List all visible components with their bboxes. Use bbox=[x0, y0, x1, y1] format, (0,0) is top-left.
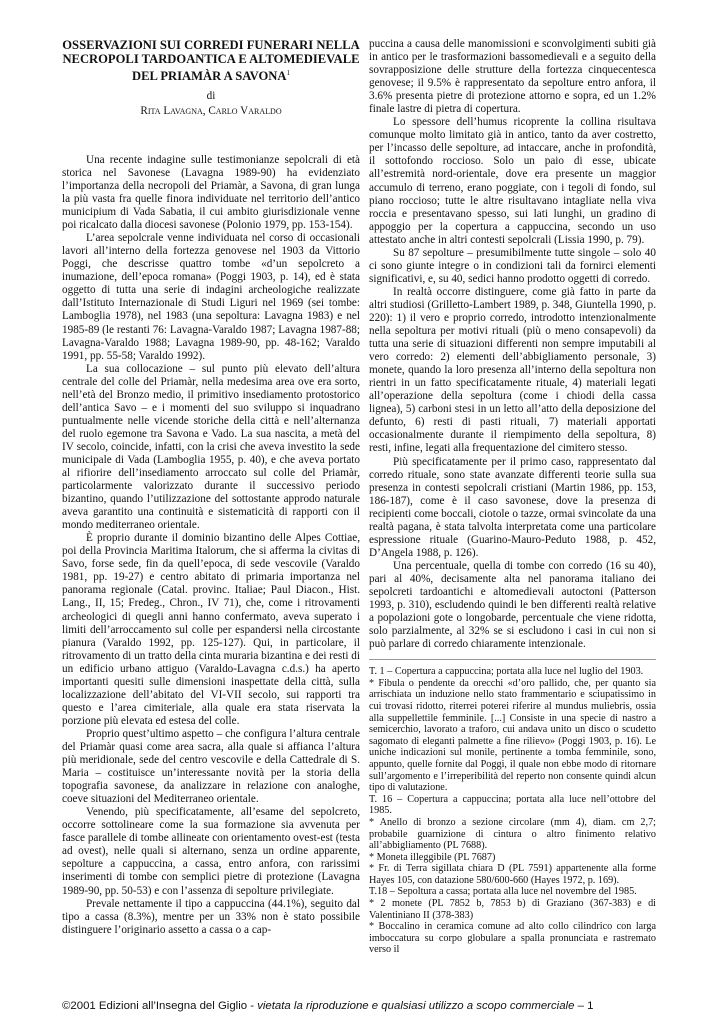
footer-copyright: ©2001 Edizioni all’Insegna del Giglio - bbox=[62, 1000, 255, 1012]
article-title bbox=[62, 38, 360, 84]
article-title-text: OSSERVAZIONI SUI CORREDI FUNERARI NELLA NECROPOLI TARDOANTICA E ALTOMEDIEVALE DEL PRIAMÀR A SAVONA bbox=[62, 38, 360, 84]
note-entry: * Boccalino in ceramica comune ad alto collo cilindrico con larga imboccatura su corpo globulare a spalla pronunciata e rastremato verso il bbox=[369, 921, 656, 956]
catalog-notes bbox=[369, 659, 656, 956]
paragraph: Prevale nettamente il tipo a cappuccina (44.1%), seguito dal tipo a cassa (8.3%), mentre per un 33% non è stato possibile distinguere l’originario assetto a cassa o a cap- bbox=[62, 897, 360, 936]
note-entry: * Fibula o pendente da orecchi «d’oro pallido, che, per quanto sia arrischiata un induzione nello stato frammentario e sciupatissimo in cui trovasi ridotto, riterrei poterei riferire al mundus muliebris, ossia alla suppellettile femminile. [...] Consiste in una specie di nastro a semicerchio, lavorato a traforo, cui andava unito un disco o scudetto sagomato di eleganti palmette a fine rilievo» (Poggi 1903, p. 16). Le uniche indicazioni sul monile, pertinente a tomba femminile, sono, appunto, quelle fornite dal Poggi, il quale non ebbe modo di ritornare sull’argomento e l’irreperibilità del reperto non consente quindi alcun tipo di valutazione. bbox=[369, 677, 656, 794]
paragraph: Più specificatamente per il primo caso, rappresentato dal corredo rituale, sono state avanzate differenti teorie sulla sua presenza in contesti sepolcrali cristiani (Martin 1986, pp. 153, 186-187), come è il caso savonese, dove la presenza di recipienti come boccali, ciotole o tazze, ormai svincolate da una realtà pagana, è stata talvolta interpretata come una particolare espressione rituale (Guarino-Mauro-Peduto 1988, p. 452, D’Angela 1988, p. 126). bbox=[369, 455, 656, 559]
paragraph: puccina a causa delle manomissioni e sconvolgimenti subiti già in antico per le trasformazioni bassomedievali e a seguito della sovrapposizione delle strutture della fortezza cinquecentesca genovese; il 9.5% è rappresentato da sepolture entro anfora, il 3.6% presenta pietre di protezione attorno e sopra, ed un 1.2% finale lastre di pietra di copertura. bbox=[369, 38, 656, 116]
left-column bbox=[62, 38, 360, 937]
page-number: – 1 bbox=[577, 1000, 594, 1012]
note-entry: * Anello di bronzo a sezione circolare (mm 4), diam. cm 2,7; probabile guarnizione di cintura o altro finimento relativo all’abbigliamento (PL 7688). bbox=[369, 816, 656, 852]
right-column bbox=[369, 38, 656, 956]
authors: Rita Lavagna, Carlo Varaldo bbox=[140, 104, 282, 117]
note-entry: * 2 monete (PL 7852 b, 7853 b) di Graziano (367-383) e di Valentiniano II (378-383) bbox=[369, 898, 656, 921]
by-line: di bbox=[206, 89, 216, 102]
title-footnote-ref: 1 bbox=[286, 69, 290, 78]
paragraph: Venendo, più specificatamente, all’esame del sepolcreto, occorre sottolineare come la sua formazione sia avvenuta per fasce parallele di tombe allineate con orientamento ovest-est (testa ad ovest), nelle quali si alternano, senza un ordine apparente, sepolture a cappuccina, a cassa, entro anfora, con rarissimi inserimenti di tombe con semplici pietre di protezione (Lavagna 1989-90, pp. 50-53) e con l’assenza di sepolture privilegiate. bbox=[62, 806, 360, 897]
paragraph: L’area sepolcrale venne individuata nel corso di occasionali lavori all’interno della fortezza genovese nel 1903 da Vittorio Poggi, che descrisse quattro tombe «d’un sepolcreto a inumazione, dell’epoca romana» (Poggi 1903, p. 14), ed è stata oggetto di tutta una serie di indagini archeologiche realizzate dall’Istituto Internazionale di Studi Liguri nel 1969 (sei tombe: Lamboglia 1978), nel 1983 (una sepoltura: Lavagna 1983) e nel 1985-89 (le restanti 76: Lavagna-Varaldo 1987; Lavagna 1987-88; Lavagna-Varaldo 1988; Lavagna 1989-90, pp. 48-162; Varaldo 1991, pp. 55-58; Varaldo 1992). bbox=[62, 232, 360, 362]
note-entry: T. 16 – Copertura a cappuccina; portata alla luce nell’ottobre del 1985. bbox=[369, 793, 656, 817]
paragraph: In realtà occorre distinguere, come già fatto in parte da altri studiosi (Grilletto-Lambert 1989, p. 348, Giuntella 1990, p. 220): 1) il vero e proprio corredo, introdotto intenzionalmente nella sepoltura per motivi rituali (più o meno consapevoli) da tutta una serie di situazioni differenti non sempre imputabili al vero corredo: 2) elementi dell’abbigliamento personale, 3) monete, quando la loro presenza all’interno della sepoltura non rientri in un fatto specificatamente rituale, 4) materiali legati all’operazione della sepoltura (come i chiodi della cassa lignea), 5) carboni stesi in un letto all’atto della deposizione del defunto, 6) resti di pasti rituali, 7) materiali apportati occasionalmente durante il riempimento della sepoltura, 8) resti, infine, legati alla frequentazione del cimitero stesso. bbox=[369, 285, 656, 455]
footer-notice: vietata la riproduzione e qualsiasi utilizzo a scopo commerciale bbox=[257, 1000, 575, 1012]
note-entry: T. 1 – Copertura a cappuccina; portata alla luce nel luglio del 1903. bbox=[369, 666, 644, 678]
paragraph: Una recente indagine sulle testimonianze sepolcrali di età storica nel Savonese (Lavagna 1989-90) ha evidenziato l’importanza della necropoli del Priamàr, a Savona, di gran lunga la più vasta fra quelle finora individuate nel territorio dell’antico municipium di Vada Sabatia, il cui ambito giurisdizionale venne poi ricalcato dalla diocesi savonese (Polonio 1979, pp. 153-154). bbox=[62, 153, 360, 232]
paragraph: Proprio quest’ultimo aspetto – che configura l’altura centrale del Priamàr quasi come area sacra, alla quale si affianca l’altura più meridionale, sede del centro vescovile e della Cattedrale di S. Maria – costituisce un’interessante novità per la storia della topografia savonese, da analizzare in relazione con analoghe, coeve situazioni del Mediterraneo orientale. bbox=[62, 727, 360, 806]
note-entry: T.18 – Sepoltura a cassa; portata alla luce nel novembre del 1985. bbox=[369, 886, 637, 898]
note-entry: * Fr. di Terra sigillata chiara D (PL 7591) appartenente alla forme Hayes 105, con datazione 580/600-660 (Hayes 1972, p. 169). bbox=[369, 863, 656, 886]
paragraph: La sua collocazione – sul punto più elevato dell’altura centrale del colle del Priamàr, nella medesima area ove era sorto, nell’età del Bronzo medio, il primitivo insediamento protostorico dell’antica Savo – e i momenti del suo sviluppo si inquadrano puntualmente nelle vicende storiche della città e nell’alternanza del ruolo egemone tra Savona e Vado. La sua nascita, a metà del IV secolo, coincide, infatti, con la crisi che aveva investito la sede municipale di Vada (Lamboglia 1955, p. 40), e che aveva portato al rifiorire dell’insediamento arroccato sul colle del Priamàr, particolarmente valorizzato durante il successivo periodo bizantino, quando l’utilizzazione del sottostante approdo naturale aveva garantito una continuità e sistematicità di rapporti con il mondo mediterraneo orientale. bbox=[62, 362, 360, 532]
paragraph: Lo spessore dell’humus ricoprente la collina risultava comunque molto limitato già in antico, tanto da aver costretto, per l’incasso delle sepolture, ad intaccare, anche in profondità, il sottofondo roccioso. Solo un paio di esse, ubicate all’estremità nord-orientale, dove era presente un maggior accumulo di terreno, erano poggiate, con i tegoli di fondo, sul piano roccioso; tutte le altre risultavano intagliate nella viva roccia e presentavano spesso, sui lati lunghi, un gradino di appoggio per la copertura a cappuccina, secondo un uso attestato anche in altri contesti sepolcrali (Lissia 1990, p. 79). bbox=[369, 116, 656, 246]
page-footer bbox=[62, 1000, 662, 1012]
paragraph: Una percentuale, quella di tombe con corredo (16 su 40), pari al 40%, decisamente alta nel panorama italiano dei sepolcreti tardoantichi e altomedievali autoctoni (Patterson 1993, p. 310), escludendo quindi le ben differenti realtà relative a popolazioni gote o longobarde, percentuale che viene ridotta, solo parzialmente, al 32% se si escludono i casi in cui non si può parlare di corredo chiaramente intenzionale. bbox=[369, 559, 656, 651]
paragraph: Su 87 sepolture – presumibilmente tutte singole – solo 40 ci sono giunte integre o in condizioni tali da fornirci elementi significativi, e, su 40, sedici hanno prodotto oggetti di corredo. bbox=[369, 246, 656, 285]
note-entry: * Moneta illeggibile (PL 7687) bbox=[369, 851, 496, 863]
paragraph: È proprio durante il dominio bizantino delle Alpes Cottiae, poi della Provincia Maritima Italorum, che si afferma la civitas di Savo, forse sede, fin da quell’epoca, di sede vescovile (Varaldo 1981, pp. 19-27) e centro abitato di primaria importanza nel panorama regionale (Catal. provinc. Italiae; Paul Diacon., Hist. Lang., II, 15; Fredeg., Chron., IV 71), che, come i ritrovamenti archeologici di quegli anni hanno confermato, aveva superato i limiti dell’arroccamento sul colle per espandersi nella circostante pianura (Varaldo 1992, pp. 125-127). Qui, in particolare, il ritrovamento di un tratto della cinta muraria bizantina e dei resti di un edificio urbano attiguo (Varaldo-Lavagna c.d.s.) ha aperto importanti quesiti sulle dimensioni inaspettate della città, sulla localizzazione dell’abitato del VI-VII secolo, sui rapporti tra questo e l’area cimiteriale, alla quale era stata riservata la porzione più elevata ed estesa del colle. bbox=[62, 532, 360, 727]
